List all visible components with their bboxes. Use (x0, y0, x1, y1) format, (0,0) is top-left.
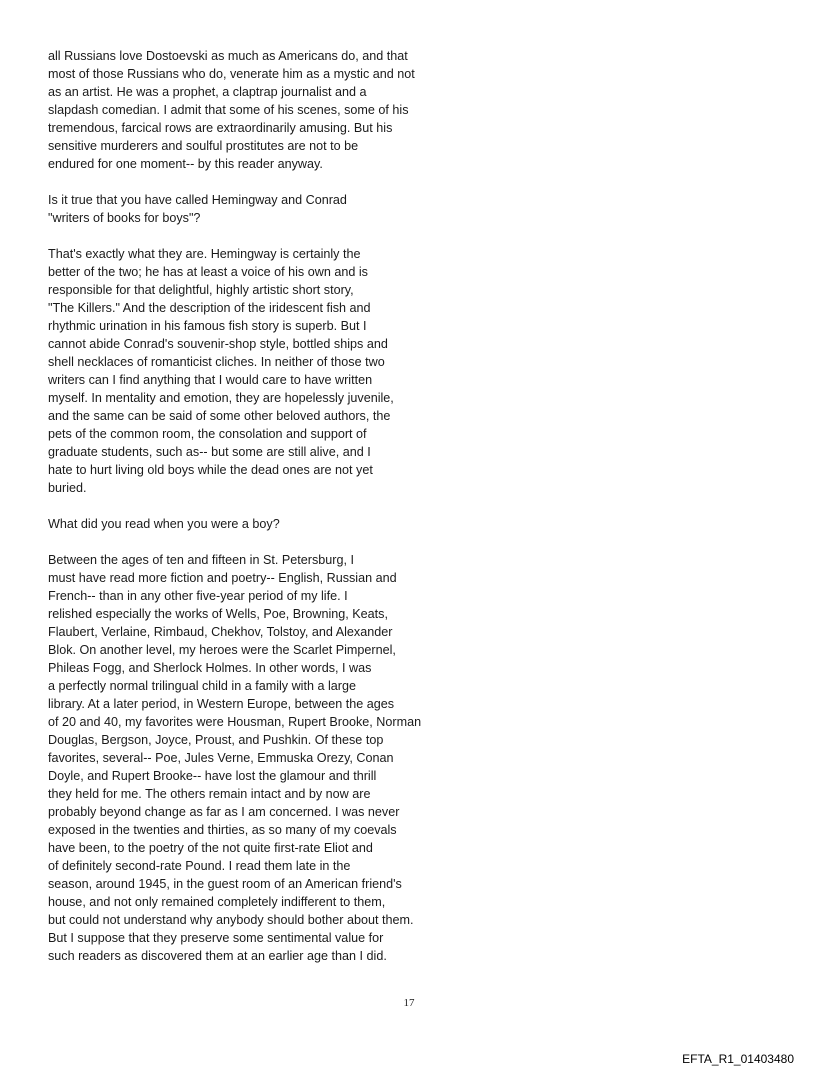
text-line: hate to hurt living old boys while the dead ones are not yet (48, 463, 373, 477)
text-line: must have read more fiction and poetry-- English, Russian and (48, 571, 397, 585)
text-line: as an artist. He was a prophet, a claptrap journalist and a (48, 85, 367, 99)
text-line: "The Killers." And the description of the iridescent fish and (48, 301, 371, 315)
paragraph (48, 515, 458, 533)
text-line: rhythmic urination in his famous fish story is superb. But I (48, 319, 367, 333)
text-line: relished especially the works of Wells, Poe, Browning, Keats, (48, 607, 388, 621)
text-line: That's exactly what they are. Hemingway is certainly the (48, 247, 361, 261)
text-line: exposed in the twenties and thirties, as so many of my coevals (48, 823, 397, 837)
text-line: Phileas Fogg, and Sherlock Holmes. In other words, I was (48, 661, 372, 675)
text-line: most of those Russians who do, venerate him as a mystic and not (48, 67, 415, 81)
text-line: graduate students, such as-- but some are still alive, and I (48, 445, 371, 459)
text-line: probably beyond change as far as I am concerned. I was never (48, 805, 400, 819)
paragraph (48, 551, 458, 965)
text-line: of 20 and 40, my favorites were Housman, Rupert Brooke, Norman (48, 715, 422, 729)
text-line: shell necklaces of romanticist cliches. In neither of those two (48, 355, 385, 369)
text-line: house, and not only remained completely indifferent to them, (48, 895, 386, 909)
text-line: favorites, several-- Poe, Jules Verne, Emmuska Orezy, Conan (48, 751, 394, 765)
text-line: Between the ages of ten and fifteen in St. Petersburg, I (48, 553, 354, 567)
page-number: 17 (403, 997, 415, 1009)
text-line: Doyle, and Rupert Brooke-- have lost the glamour and thrill (48, 769, 377, 783)
text-line: Flaubert, Verlaine, Rimbaud, Chekhov, Tolstoy, and Alexander (48, 625, 393, 639)
text-line: Douglas, Bergson, Joyce, Proust, and Pushkin. Of these top (48, 733, 384, 747)
text-line: Blok. On another level, my heroes were the Scarlet Pimpernel, (48, 643, 396, 657)
text-line: such readers as discovered them at an earlier age than I did. (48, 949, 387, 963)
text-line: have been, to the poetry of the not quite first-rate Eliot and (48, 841, 373, 855)
text-line: What did you read when you were a boy? (48, 517, 280, 531)
paragraph (48, 245, 458, 497)
text-line: pets of the common room, the consolation and support of (48, 427, 367, 441)
text-line: sensitive murderers and soulful prostitutes are not to be (48, 139, 359, 153)
text-line: all Russians love Dostoevski as much as Americans do, and that (48, 49, 408, 63)
text-line: better of the two; he has at least a voice of his own and is (48, 265, 368, 279)
body-text (48, 47, 458, 965)
text-line: but could not understand why anybody should bother about them. (48, 913, 414, 927)
text-line: and the same can be said of some other beloved authors, the (48, 409, 391, 423)
paragraph (48, 47, 458, 173)
text-line: buried. (48, 481, 87, 495)
text-line: responsible for that delightful, highly artistic short story, (48, 283, 354, 297)
text-line: library. At a later period, in Western Europe, between the ages (48, 697, 395, 711)
text-line: tremendous, farcical rows are extraordinarily amusing. But his (48, 121, 393, 135)
text-line: "writers of books for boys"? (48, 211, 201, 225)
text-line: French-- than in any other five-year period of my life. I (48, 589, 348, 603)
text-line: endured for one moment-- by this reader anyway. (48, 157, 323, 171)
text-line: season, around 1945, in the guest room of an American friend's (48, 877, 402, 891)
text-line: slapdash comedian. I admit that some of his scenes, some of his (48, 103, 409, 117)
text-line: writers can I find anything that I would care to have written (48, 373, 373, 387)
text-line: a perfectly normal trilingual child in a family with a large (48, 679, 356, 693)
text-line: Is it true that you have called Hemingway and Conrad (48, 193, 347, 207)
text-line: they held for me. The others remain intact and by now are (48, 787, 371, 801)
paragraph (48, 191, 458, 227)
text-line: cannot abide Conrad's souvenir-shop style, bottled ships and (48, 337, 388, 351)
text-line: of definitely second-rate Pound. I read them late in the (48, 859, 351, 873)
text-line: But I suppose that they preserve some sentimental value for (48, 931, 384, 945)
document-id-stamp: EFTA_R1_01403480 (682, 1052, 794, 1066)
text-line: myself. In mentality and emotion, they are hopelessly juvenile, (48, 391, 394, 405)
